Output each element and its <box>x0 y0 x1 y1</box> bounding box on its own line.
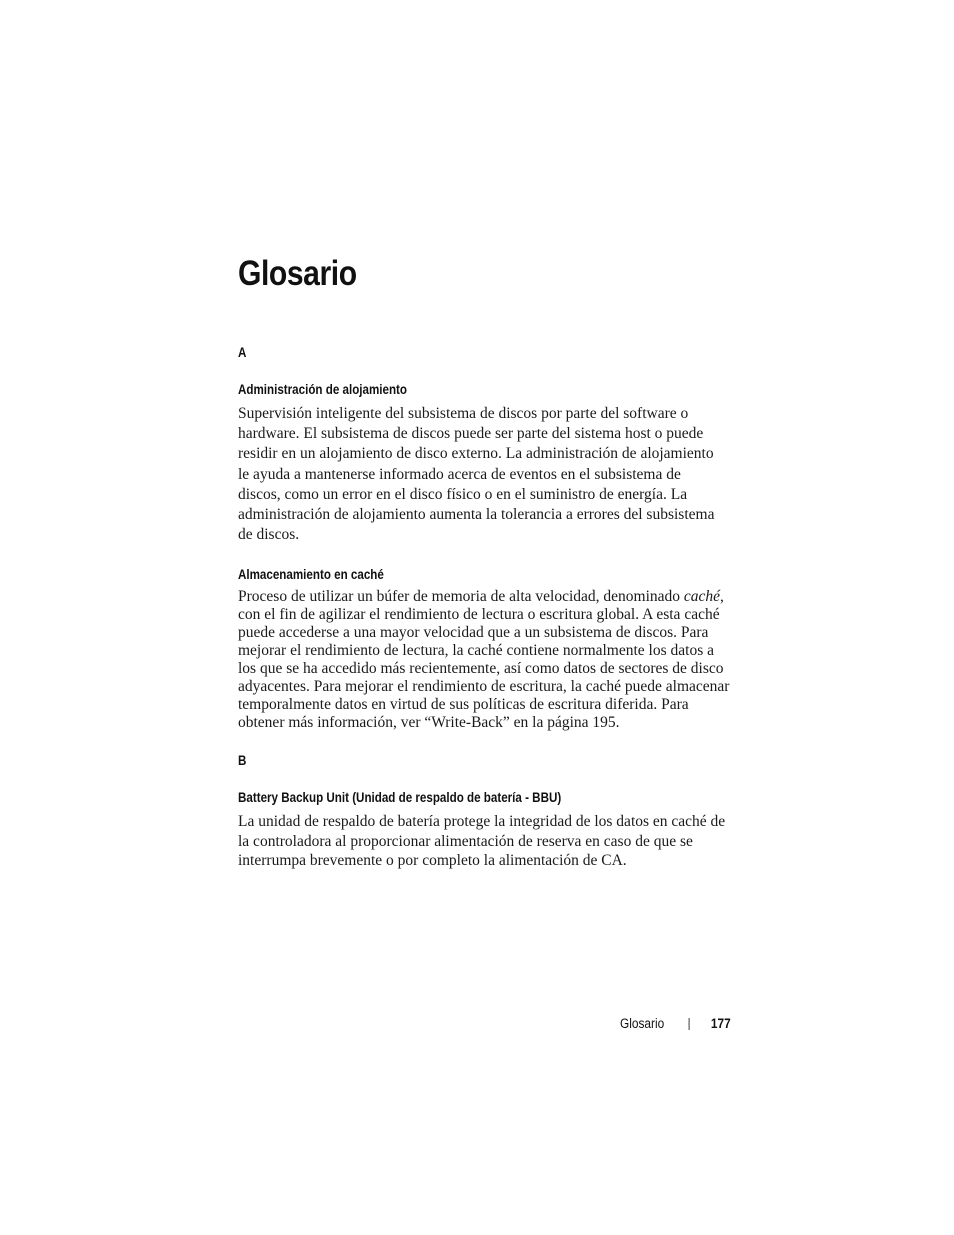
definition-administracion-de-alojamiento <box>238 404 738 545</box>
definition-line <box>238 588 738 606</box>
definition-line: mejorar el rendimiento de lectura, la caché contiene normalmente los datos a <box>238 642 714 659</box>
definition-text: Proceso de utilizar un búfer de memoria de alta velocidad, denominado <box>238 588 684 605</box>
definition-line: obtener más información, ver “Write-Back” en la página 195. <box>238 714 620 731</box>
definition-line: administración de alojamiento aumenta la tolerancia a errores del subsistema <box>238 506 715 524</box>
italic-term-cache: caché <box>683 588 721 605</box>
footer-label: Glosario <box>620 1016 665 1031</box>
definition-line: Supervisión inteligente del subsistema de discos por parte del software o <box>238 405 689 422</box>
definition-battery-backup-unit <box>238 812 738 871</box>
definition-line: adyacentes. Para mejorar el rendimiento de escritura, la caché puede almacenar <box>238 678 730 695</box>
definition-line: residir en un alojamiento de disco externo. La administración de alojamiento <box>238 445 714 463</box>
term-battery-backup-unit: Battery Backup Unit (Unidad de respaldo de batería - BBU) <box>238 790 562 805</box>
page-footer <box>620 1015 731 1033</box>
section-letter-b: B <box>238 753 247 768</box>
definition-line: la controladora al proporcionar alimentación de reserva en caso de que se <box>238 832 693 850</box>
definition-line: los que se ha accedido más recientemente, así como datos de sectores de disco <box>238 660 724 677</box>
definition-line: puede accederse a una mayor velocidad que a un subsistema de discos. Para <box>238 624 709 641</box>
definition-almacenamiento-en-cache <box>238 588 738 732</box>
definition-line: interrumpa brevemente o por completo la alimentación de CA. <box>238 852 627 869</box>
definition-line: de discos. <box>238 526 300 544</box>
term-almacenamiento-en-cache: Almacenamiento en caché <box>238 567 384 582</box>
definition-line: hardware. El subsistema de discos puede ser parte del sistema host o puede <box>238 425 704 443</box>
definition-line: le ayuda a mantenerse informado acerca de eventos en el subsistema de <box>238 465 681 483</box>
term-administracion-de-alojamiento: Administración de alojamiento <box>238 382 408 397</box>
definition-line: con el fin de agilizar el rendimiento de lectura o escritura global. A esta caché <box>238 606 720 623</box>
definition-line: temporalmente datos en virtud de sus políticas de escritura diferida. Para <box>238 696 689 713</box>
footer-separator <box>689 1018 690 1030</box>
definition-line: La unidad de respaldo de batería protege la integridad de los datos en caché de <box>238 813 726 830</box>
page-number: 177 <box>710 1016 731 1031</box>
definition-text: , <box>720 588 724 605</box>
page-title: Glosario <box>238 254 357 293</box>
section-letter-a: A <box>238 345 247 360</box>
definition-line: discos, como un error en el disco físico o en el suministro de energía. La <box>238 485 688 503</box>
